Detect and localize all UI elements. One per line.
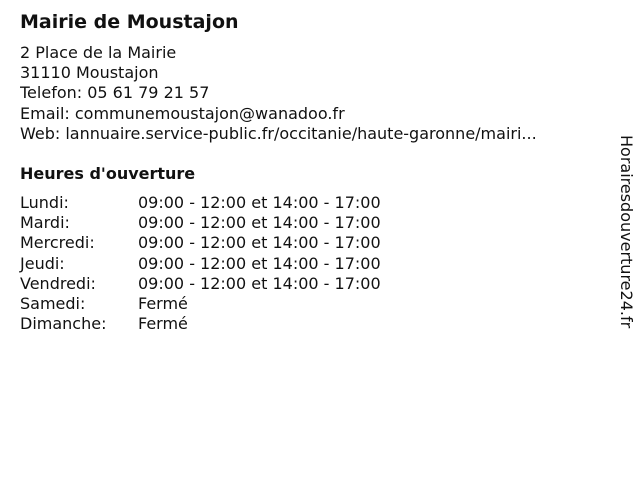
email-address: Email: communemoustajon@wanadoo.fr [20, 103, 345, 123]
hours-row-mardi [20, 213, 600, 233]
hours-row-dimanche [20, 314, 600, 334]
day-label: Vendredi: [20, 273, 96, 293]
phone-number: Telefon: 05 61 79 21 57 [20, 83, 210, 103]
address-postal-city: 31110 Moustajon [20, 63, 159, 83]
opening-hours-table [20, 193, 600, 334]
hours-value: Fermé [138, 294, 188, 314]
day-label: Mardi: [20, 213, 70, 233]
day-label: Dimanche: [20, 314, 107, 334]
hours-row-vendredi [20, 274, 600, 294]
hours-row-mercredi [20, 233, 600, 253]
hours-row-lundi [20, 193, 600, 213]
hours-value: 09:00 - 12:00 et 14:00 - 17:00 [138, 213, 381, 233]
place-card [20, 10, 600, 334]
hours-value: 09:00 - 12:00 et 14:00 - 17:00 [138, 253, 381, 273]
day-label: Mercredi: [20, 233, 95, 253]
place-title: Mairie de Moustajon [20, 11, 239, 33]
hours-value: Fermé [138, 314, 188, 334]
day-label: Jeudi: [20, 253, 65, 273]
website-url: Web: lannuaire.service-public.fr/occitanie/haute-garonne/mairi... [20, 123, 537, 143]
hours-value: 09:00 - 12:00 et 14:00 - 17:00 [138, 273, 381, 293]
day-label: Samedi: [20, 294, 86, 314]
address-block [20, 43, 600, 144]
day-label: Lundi: [20, 193, 69, 213]
brand-watermark-container [608, 135, 636, 375]
opening-hours-title: Heures d'ouverture [20, 164, 196, 184]
hours-value: 09:00 - 12:00 et 14:00 - 17:00 [138, 193, 381, 213]
hours-row-samedi [20, 294, 600, 314]
hours-value: 09:00 - 12:00 et 14:00 - 17:00 [138, 233, 381, 253]
address-street: 2 Place de la Mairie [20, 43, 177, 62]
hours-row-jeudi [20, 254, 600, 274]
brand-watermark: Horairesdouverture24.fr [617, 135, 636, 329]
